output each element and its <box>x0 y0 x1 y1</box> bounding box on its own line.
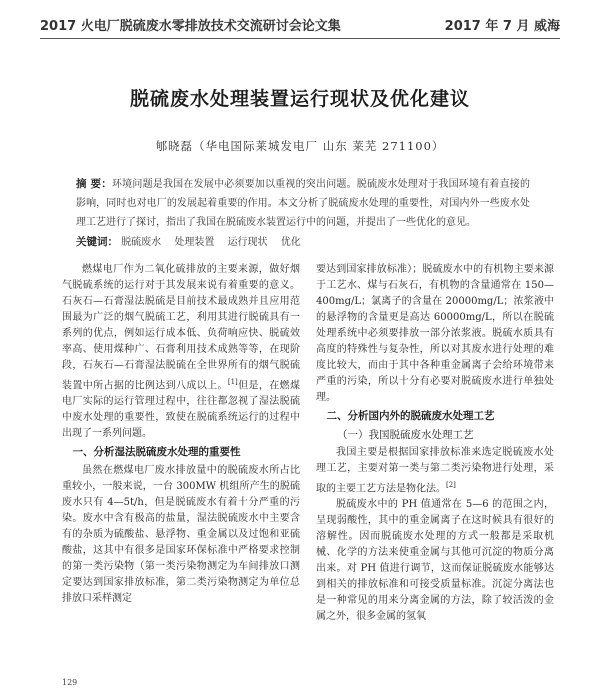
abstract-label: 摘 要： <box>76 178 112 190</box>
subsection-heading: （一）我国脱硫废水处理工艺 <box>337 429 474 441</box>
running-header <box>40 14 560 34</box>
citation-ref: [2] <box>446 481 456 489</box>
section-heading: 二、分析国内外的脱硫废水处理工艺 <box>326 410 495 422</box>
keywords-label: 关键词： <box>76 236 118 248</box>
body-column-left <box>62 262 300 607</box>
abstract-text: 环境问题是我国在发展中必须要加以重视的突出问题。脱硫废水处理对于我国环境有着直接的影响，同时也对电厂的发展起着重要的作用。本文分析了脱硫废水处理的重要性，对国内外一些废水处理工艺进行了探讨，指出了我国在脱硫废水装置运行中的问题，并提出了一些优化的意见。 <box>76 179 531 228</box>
paragraph: 要达到国家排放标准）；脱硫废水中的有机物主要来源于工艺水、煤与石灰石，有机物的含量通常在 150—400mg/L；氯离子的含量在 20000mg/L；浓浆液中的悬浮物的含量更是高达 60000mg/L，所以在脱硫处理系统中必须要排放一部分浓浆液。脱硫水质具有高度的特殊性与复杂性，所以对其废水进行处理的难度比较大，而由于其中各种重金属离子会给环境带来严重的污染，所以十分有必要对脱硫废水进行单独处理。 <box>316 264 554 403</box>
paragraph: 脱硫废水中的 PH 值通常在 5—6 的范围之内，呈现弱酸性，其中的重金属离子在这时候具有很好的溶解性。因而脱硫废水处理的方式一般都是采取机械、化学的方法来使重金属与其他可沉淀的物质分离出来。对 PH 值进行调节，这而保证脱硫废水能够达到相关的排放标准和可接受质量标准。沉淀分离法也是一种常见的用来分离金属的方法，除了较活泼的金属之外，很多金属的氢氧 <box>316 499 554 623</box>
paragraph: 虽然在燃煤电厂废水排放量中的脱硫废水所占比重较小，一般来说，一台 300MW 机组所产生的脱硫废水只有 4—5t/h，但是脱硫废水有着十分严重的污染。废水中含有极高的盐量，湿法脱硫废水中主要含有的杂质为硫酸盐、悬浮物、重金属以及过饱和亚硫酸盐，这其中有很多是国家环保标准中严格要求控制的第一类污染物（第一类污染物测定为车间排放口测定要达到国家排放标准，第二类污染物测定为单位总排放口采样测定 <box>62 465 300 605</box>
author-affiliation: 郇晓磊（华电国际莱城发电厂 山东 莱芜 271100） <box>155 139 445 153</box>
body-column-right <box>316 262 554 625</box>
header-date-place: 2017 年 7 月 威海 <box>444 18 560 34</box>
page-number: 129 <box>62 678 78 687</box>
citation-ref: [1] <box>227 378 238 386</box>
header-proceedings-title: 2017 火电厂脱硫废水零排放技术交流研讨会论文集 <box>40 18 341 34</box>
keyword: 优化 <box>280 237 301 248</box>
section-heading: 一、分析湿法脱硫废水处理的重要性 <box>72 446 241 459</box>
header-rule <box>40 38 560 39</box>
keywords <box>76 233 530 249</box>
paragraph: 我国主要是根据国家排放标准来选定脱硫废水处理工艺，主要对第一类与第二类污染物进行处理，采取的主要工艺方法是物化法。[2] <box>316 447 554 495</box>
abstract <box>76 175 530 232</box>
paragraph: 燃煤电厂作为二氧化硫排放的主要来源，做好烟气脱硫系统的运行对于其发展来说有着重要的意义。石灰石—石膏湿法脱硫是目前技术最成熟并且应用范围最为广泛的烟气脱硫工艺，利用其进行脱硫具有一系列的优点，例如运行成本低、负荷响应快、脱硫效率高、使用煤种广、石膏利用技术成熟等等，在现阶段，石灰石—石膏湿法脱硫在全世界所有的烟气脱硫装置中所占据的比例达到八成以上。[1]但是，在燃煤电厂实际的运行管理过程中，往往都忽视了湿法脱硫中废水处理的重要性，致使在脱硫系统运行的过程中出现了一系列问题。 <box>62 264 300 440</box>
paper-title: 脱硫废水处理装置运行现状及优化建议 <box>129 88 470 110</box>
keyword: 脱硫废水 <box>121 237 162 248</box>
keyword: 处理装置 <box>174 237 215 248</box>
keyword: 运行现状 <box>227 237 268 248</box>
